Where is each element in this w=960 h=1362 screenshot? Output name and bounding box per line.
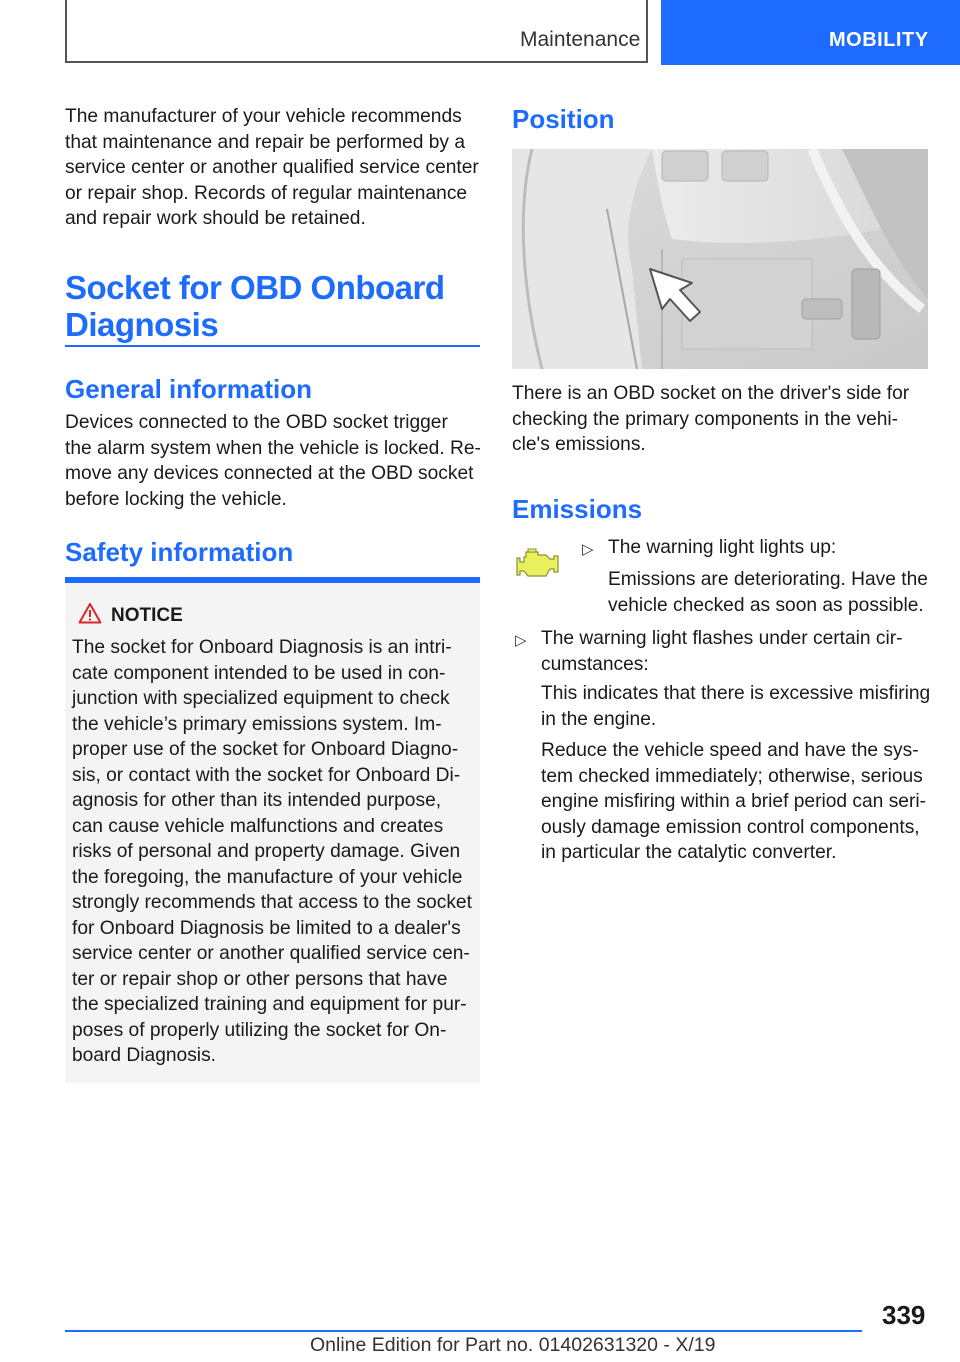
bullet2-detail1-line: This indicates that there is excessive misfiring (541, 683, 931, 704)
notice-line: can cause vehicle malfunctions and creates (72, 815, 444, 837)
bullet2-detail2-line: tem checked immediately; otherwise, serious (541, 765, 923, 787)
intro-line: The manufacturer of your vehicle recommends (65, 106, 462, 127)
position-line: There is an OBD socket on the driver's side for (512, 383, 910, 404)
intro-line: and repair work should be retained. (65, 208, 366, 229)
position-heading: Position (512, 104, 615, 134)
bullet-glyph: ▷ (515, 632, 527, 649)
bullet2-detail2-line: in particular the catalytic converter. (541, 842, 837, 863)
intro-line: that maintenance and repair be performed by a (65, 131, 465, 153)
notice-line: sis, or contact with the socket for Onboard Di- (72, 764, 461, 786)
general-line: before locking the vehicle. (65, 488, 287, 510)
emissions-heading: Emissions (512, 494, 643, 524)
title-underline (65, 345, 480, 347)
bullet2-text (541, 626, 941, 677)
general-line: Devices connected to the OBD socket trigger (65, 412, 448, 433)
bullet1-detail (608, 567, 938, 618)
notice-line: The socket for Onboard Diagnosis is an intri- (72, 637, 452, 658)
bullet-glyph: ▷ (582, 541, 594, 558)
footer-rule (65, 1330, 862, 1332)
general-information-text (65, 410, 485, 512)
notice-line: agnosis for other than its intended purpose, (72, 790, 442, 811)
notice-line: cate component intended to be used in con- (72, 662, 446, 684)
bullet2-detail1-line: in the engine. (541, 708, 657, 730)
chapter-title-line: Socket for OBD Onboard (65, 269, 445, 306)
bullet2-detail2-line: Reduce the vehicle speed and have the sys- (541, 740, 919, 761)
notice-line: service center or another qualified service cen- (72, 943, 470, 964)
intro-line: service center or another qualified service center (65, 157, 479, 178)
notice-line: ter or repair shop or other persons that have (72, 968, 448, 990)
position-text (512, 381, 932, 458)
safety-information-heading: Safety information (65, 537, 294, 567)
bullet1-detail-line: Emissions are deteriorating. Have the (608, 569, 928, 590)
chapter-title-line: Diagnosis (65, 306, 219, 343)
position-line: cle's emissions. (512, 434, 646, 455)
notice-line: proper use of the socket for Onboard Diagno- (72, 739, 459, 760)
warning-triangle-icon (78, 602, 102, 624)
chapter-title (65, 269, 485, 343)
bullet2-detail2-line: engine misfiring within a brief period can seri- (541, 791, 926, 812)
notice-line: for Onboard Diagnosis be limited to a dealer's (72, 917, 461, 939)
bullet2-line: cumstances: (541, 653, 649, 675)
notice-line: poses of properly utilizing the socket for On- (72, 1019, 447, 1041)
bullet1-text: The warning light lights up: (608, 537, 837, 558)
bullet2-detail1 (541, 681, 941, 732)
bullet2-detail2-line: ously damage emission control components, (541, 816, 920, 838)
general-information-heading: General information (65, 374, 313, 404)
notice-line: the foregoing, the manufacture of your vehicle (72, 866, 463, 888)
general-line: the alarm system when the vehicle is locked. Re- (65, 437, 481, 459)
bullet2-line: The warning light flashes under certain cir- (541, 628, 903, 649)
page-number: 339 (882, 1300, 926, 1330)
position-line: checking the primary components in the vehi- (512, 408, 899, 430)
notice-title: NOTICE (111, 605, 183, 626)
footer-edition: Online Edition for Part no. 01402631320 - X/19 (310, 1334, 716, 1356)
notice-text (72, 635, 478, 1069)
notice-line: strongly recommends that access to the socket (72, 892, 472, 913)
intro-line: or repair shop. Records of regular maintenance (65, 182, 468, 204)
intro-paragraph (65, 104, 485, 232)
bullet1-detail-line: vehicle checked as soon as possible. (608, 594, 924, 616)
notice-line: risks of personal and property damage. Given (72, 841, 461, 862)
header-section-title: Maintenance (520, 28, 641, 51)
notice-line: board Diagnosis. (72, 1045, 216, 1066)
bullet2-detail2 (541, 738, 941, 866)
obd-position-illustration (512, 149, 928, 369)
notice-line: the specialized training and equipment for pur- (72, 994, 467, 1015)
header-tab-label: MOBILITY (829, 29, 929, 51)
engine-warning-icon (516, 546, 564, 582)
general-line: move any devices connected at the OBD socket (65, 463, 474, 484)
notice-line: junction with specialized equipment to check (72, 688, 450, 709)
notice-line: the vehicle’s primary emissions system. Im- (72, 713, 442, 735)
